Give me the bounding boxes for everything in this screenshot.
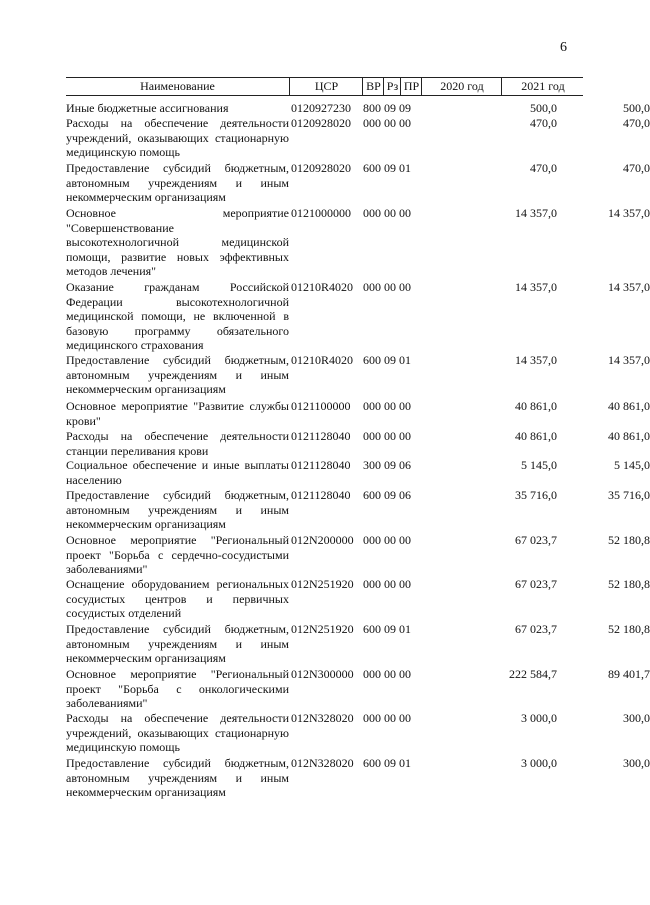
page-number: 6: [560, 40, 567, 55]
row-name: Основное мероприятие "Региональный проект "Борьба с сердечно-сосудистыми заболеваниями": [66, 533, 289, 577]
row-value-2020: 67 023,7: [515, 533, 557, 547]
row-value-2021: 470,0: [623, 161, 650, 175]
row-codes: 000 00 00: [363, 399, 411, 413]
row-value-2020: 35 716,0: [515, 488, 557, 502]
row-codes: 000 00 00: [363, 429, 411, 443]
header-2020: 2020 год: [421, 78, 502, 95]
row-name: Предоставление субсидий бюджетным, автономным учреждениям и иным некоммерческим организациям: [66, 488, 289, 532]
row-value-2020: 3 000,0: [521, 711, 557, 725]
row-csr: 0121000000: [291, 206, 351, 220]
row-csr: 01210R4020: [291, 280, 354, 294]
row-value-2021: 89 401,7: [608, 667, 650, 681]
row-name: Предоставление субсидий бюджетным, автономным учреждениям и иным некоммерческим организациям: [66, 756, 289, 800]
row-csr: 012N251920: [291, 577, 354, 591]
row-csr: 012N328020: [291, 711, 354, 725]
header-pr: ПР: [400, 78, 422, 95]
row-value-2020: 470,0: [530, 161, 557, 175]
row-value-2021: 14 357,0: [608, 206, 650, 220]
row-value-2021: 40 861,0: [608, 399, 650, 413]
row-value-2021: 52 180,8: [608, 622, 650, 636]
row-value-2020: 3 000,0: [521, 756, 557, 770]
row-value-2021: 300,0: [623, 711, 650, 725]
row-codes: 600 09 01: [363, 756, 411, 770]
row-name: Расходы на обеспечение деятельности станции переливания крови: [66, 429, 289, 458]
row-csr: 0120928020: [291, 161, 351, 175]
row-value-2021: 470,0: [623, 116, 650, 130]
header-name: Наименование: [140, 79, 215, 93]
header-2021: 2021 год: [501, 78, 584, 95]
row-name: Предоставление субсидий бюджетным, автономным учреждениям и иным некоммерческим организациям: [66, 353, 289, 397]
row-value-2020: 14 357,0: [515, 280, 557, 294]
row-value-2020: 67 023,7: [515, 577, 557, 591]
header-vr: ВР: [362, 78, 384, 95]
table-header: [66, 77, 583, 96]
row-value-2020: 222 584,7: [509, 667, 557, 681]
row-name: Предоставление субсидий бюджетным, автономным учреждениям и иным некоммерческим организациям: [66, 622, 289, 666]
row-value-2021: 14 357,0: [608, 353, 650, 367]
row-csr: 0121128040: [291, 488, 351, 502]
row-value-2020: 470,0: [530, 116, 557, 130]
row-name: Расходы на обеспечение деятельности учреждений, оказывающих стационарную медицинскую помощь: [66, 711, 289, 755]
row-name: Социальное обеспечение и иные выплаты населению: [66, 458, 289, 487]
row-value-2020: 14 357,0: [515, 206, 557, 220]
row-name: Оснащение оборудованием региональных сосудистых центров и первичных сосудистых отделений: [66, 577, 289, 621]
row-csr: 0121128040: [291, 458, 351, 472]
row-value-2020: 67 023,7: [515, 622, 557, 636]
row-codes: 600 09 06: [363, 488, 411, 502]
row-csr: 012N328020: [291, 756, 354, 770]
row-csr: 012N251920: [291, 622, 354, 636]
row-name: Основное мероприятие "Региональный проект "Борьба с онкологическими заболеваниями": [66, 667, 289, 711]
row-value-2021: 35 716,0: [608, 488, 650, 502]
row-value-2021: 500,0: [623, 101, 650, 115]
row-csr: 0120927230: [291, 101, 351, 115]
row-name: Основное мероприятие "Совершенствование высокотехнологичной медицинской помощи, развитие новых эффективных методов лечения": [66, 206, 289, 279]
row-value-2020: 40 861,0: [515, 399, 557, 413]
row-name: Оказание гражданам Российской Федерации высокотехнологичной медицинской помощи, не включенной в базовую программу обязательного медицинского страхования: [66, 280, 289, 353]
row-codes: 300 09 06: [363, 458, 411, 472]
row-value-2020: 40 861,0: [515, 429, 557, 443]
row-csr: 01210R4020: [291, 353, 354, 367]
row-value-2021: 300,0: [623, 756, 650, 770]
row-codes: 000 00 00: [363, 577, 411, 591]
row-codes: 000 00 00: [363, 116, 411, 130]
row-value-2021: 52 180,8: [608, 577, 650, 591]
row-csr: 0120928020: [291, 116, 351, 130]
row-value-2021: 40 861,0: [608, 429, 650, 443]
row-codes: 000 00 00: [363, 280, 411, 294]
row-name: Расходы на обеспечение деятельности учреждений, оказывающих стационарную медицинскую помощь: [66, 116, 289, 160]
row-name: Иные бюджетные ассигнования: [66, 101, 229, 115]
row-value-2021: 52 180,8: [608, 533, 650, 547]
row-codes: 000 00 00: [363, 667, 411, 681]
row-csr: 0121128040: [291, 429, 351, 443]
row-value-2021: 14 357,0: [608, 280, 650, 294]
row-codes: 800 09 09: [363, 101, 411, 115]
row-codes: 600 09 01: [363, 161, 411, 175]
row-codes: 000 00 00: [363, 533, 411, 547]
row-value-2020: 5 145,0: [521, 458, 557, 472]
row-csr: 012N200000: [291, 533, 354, 547]
row-value-2020: 500,0: [530, 101, 557, 115]
row-value-2020: 14 357,0: [515, 353, 557, 367]
row-name: Основное мероприятие "Развитие службы крови": [66, 399, 289, 428]
row-codes: 000 00 00: [363, 206, 411, 220]
row-codes: 600 09 01: [363, 622, 411, 636]
header-rz: Рз: [383, 78, 401, 95]
row-codes: 000 00 00: [363, 711, 411, 725]
row-codes: 600 09 01: [363, 353, 411, 367]
row-csr: 012N300000: [291, 667, 354, 681]
row-csr: 0121100000: [291, 399, 351, 413]
header-csr: ЦСР: [289, 78, 363, 95]
row-value-2021: 5 145,0: [614, 458, 650, 472]
row-name: Предоставление субсидий бюджетным, автономным учреждениям и иным некоммерческим организациям: [66, 161, 289, 205]
